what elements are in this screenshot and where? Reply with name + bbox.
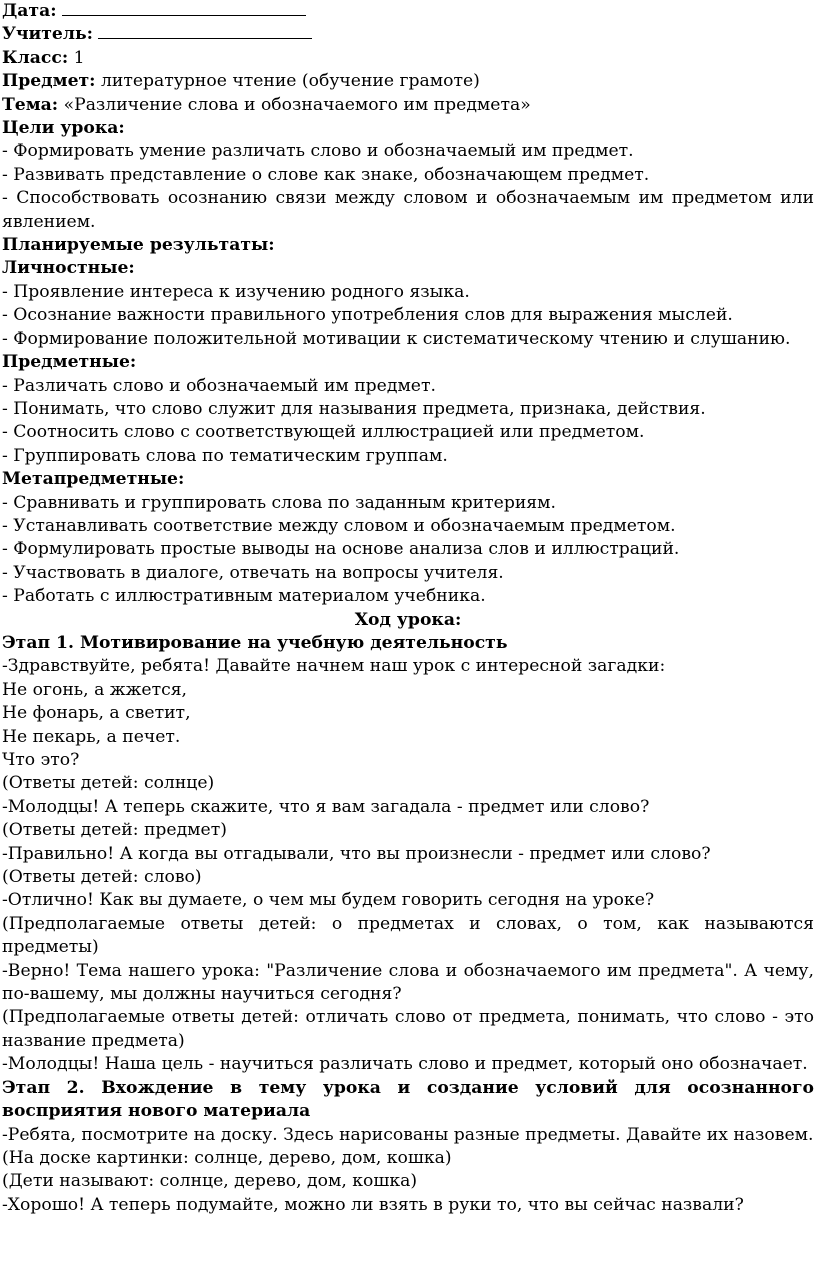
- stage1-line: Не огонь, а жжется,: [2, 679, 188, 700]
- date-blank[interactable]: [62, 0, 306, 16]
- meta-item: - Участвовать в диалоге, отвечать на вопросы учителя.: [2, 562, 504, 583]
- personal-heading: Личностные:: [2, 258, 135, 279]
- subject-result-item: - Группировать слова по тематическим группам.: [2, 445, 448, 466]
- goal-item: - Развивать представление о слове как знаке, обозначающем предмет.: [2, 164, 650, 185]
- goals-heading: Цели урока:: [2, 118, 125, 139]
- goal-item: - Формировать умение различать слово и обозначаемый им предмет.: [2, 141, 634, 162]
- topic-label: Тема:: [2, 94, 59, 115]
- stage1-line: (Ответы детей: солнце): [2, 773, 215, 794]
- stage1-line: -Молодцы! А теперь скажите, что я вам загадала - предмет или слово?: [2, 796, 650, 817]
- stage2-line: (На доске картинки: солнце, дерево, дом, кошка): [2, 1147, 452, 1168]
- lesson-heading: Ход урока:: [354, 609, 462, 630]
- meta-item: - Работать с иллюстративным материалом учебника.: [2, 586, 486, 607]
- stage1-line: Что это?: [2, 750, 80, 770]
- teacher-line: [2, 23, 814, 46]
- class-value: 1: [73, 47, 85, 68]
- lesson-plan-document: [2, 0, 814, 1217]
- stage1-line: (Ответы детей: предмет): [2, 820, 227, 841]
- topic-line: [2, 94, 814, 117]
- stage1-line: Не пекарь, а печет.: [2, 726, 181, 747]
- stage2-heading: Этап 2. Вхождение в тему урока и создание условий для осознанного восприятия нового материала: [2, 1077, 814, 1122]
- subject-line: [2, 70, 814, 93]
- stage1-line: (Ответы детей: слово): [2, 867, 202, 888]
- stage1-line: (Предполагаемые ответы детей: отличать слово от предмета, понимать, что слово - это название предмета): [2, 1007, 814, 1051]
- class-label: Класс:: [2, 47, 69, 68]
- stage1-line: -Правильно! А когда вы отгадывали, что вы произнесли - предмет или слово?: [2, 843, 711, 864]
- subject-results-heading: Предметные:: [2, 352, 137, 373]
- stage1-line: -Здравствуйте, ребята! Давайте начнем наш урок с интересной загадки:: [2, 656, 666, 677]
- meta-item: - Формулировать простые выводы на основе анализа слов и иллюстраций.: [2, 539, 680, 560]
- subject-label: Предмет:: [2, 71, 96, 92]
- meta-heading: Метапредметные:: [2, 469, 185, 490]
- stage2-line: -Ребята, посмотрите на доску. Здесь нарисованы разные предметы. Давайте их назовем.: [2, 1124, 814, 1145]
- stage1-line: -Верно! Тема нашего урока: "Различение слова и обозначаемого им предмета". А чему, по-вашему, мы должны научиться сегодня?: [2, 960, 814, 1005]
- stage1-line: -Молодцы! Наша цель - научиться различать слово и предмет, который оно обозначает.: [2, 1054, 808, 1075]
- class-line: [2, 47, 814, 70]
- subject-result-item: - Понимать, что слово служит для называния предмета, признака, действия.: [2, 398, 706, 419]
- personal-item: - Формирование положительной мотивации к систематическому чтению и слушанию.: [2, 328, 791, 349]
- date-line: [2, 0, 814, 23]
- personal-item: - Проявление интереса к изучению родного языка.: [2, 281, 470, 302]
- date-label: Дата:: [2, 1, 57, 21]
- stage2-line: -Хорошо! А теперь подумайте, можно ли взять в руки то, что вы сейчас назвали?: [2, 1194, 744, 1215]
- teacher-blank[interactable]: [98, 23, 312, 39]
- meta-item: - Устанавливать соответствие между словом и обозначаемым предметом.: [2, 515, 676, 536]
- stage2-line: (Дети называют: солнце, дерево, дом, кошка): [2, 1171, 418, 1192]
- results-heading: Планируемые результаты:: [2, 235, 275, 256]
- meta-item: - Сравнивать и группировать слова по заданным критериям.: [2, 492, 556, 513]
- subject-result-item: - Различать слово и обозначаемый им предмет.: [2, 375, 436, 396]
- teacher-label: Учитель:: [2, 24, 93, 45]
- subject-value: литературное чтение (обучение грамоте): [100, 71, 480, 92]
- stage1-line: Не фонарь, а светит,: [2, 703, 191, 724]
- personal-item: - Осознание важности правильного употребления слов для выражения мыслей.: [2, 305, 733, 326]
- stage1-line: (Предполагаемые ответы детей: о предметах и словах, о том, как называются предметы): [2, 913, 814, 958]
- stage1-line: -Отлично! Как вы думаете, о чем мы будем говорить сегодня на уроке?: [2, 890, 655, 911]
- goal-item: - Способствовать осознанию связи между словом и обозначаемым им предметом или явлением.: [2, 188, 814, 232]
- subject-result-item: - Соотносить слово с соответствующей иллюстрацией или предметом.: [2, 422, 645, 443]
- topic-value: «Различение слова и обозначаемого им предмета»: [63, 94, 531, 115]
- stage1-heading: Этап 1. Мотивирование на учебную деятельность: [2, 632, 508, 653]
